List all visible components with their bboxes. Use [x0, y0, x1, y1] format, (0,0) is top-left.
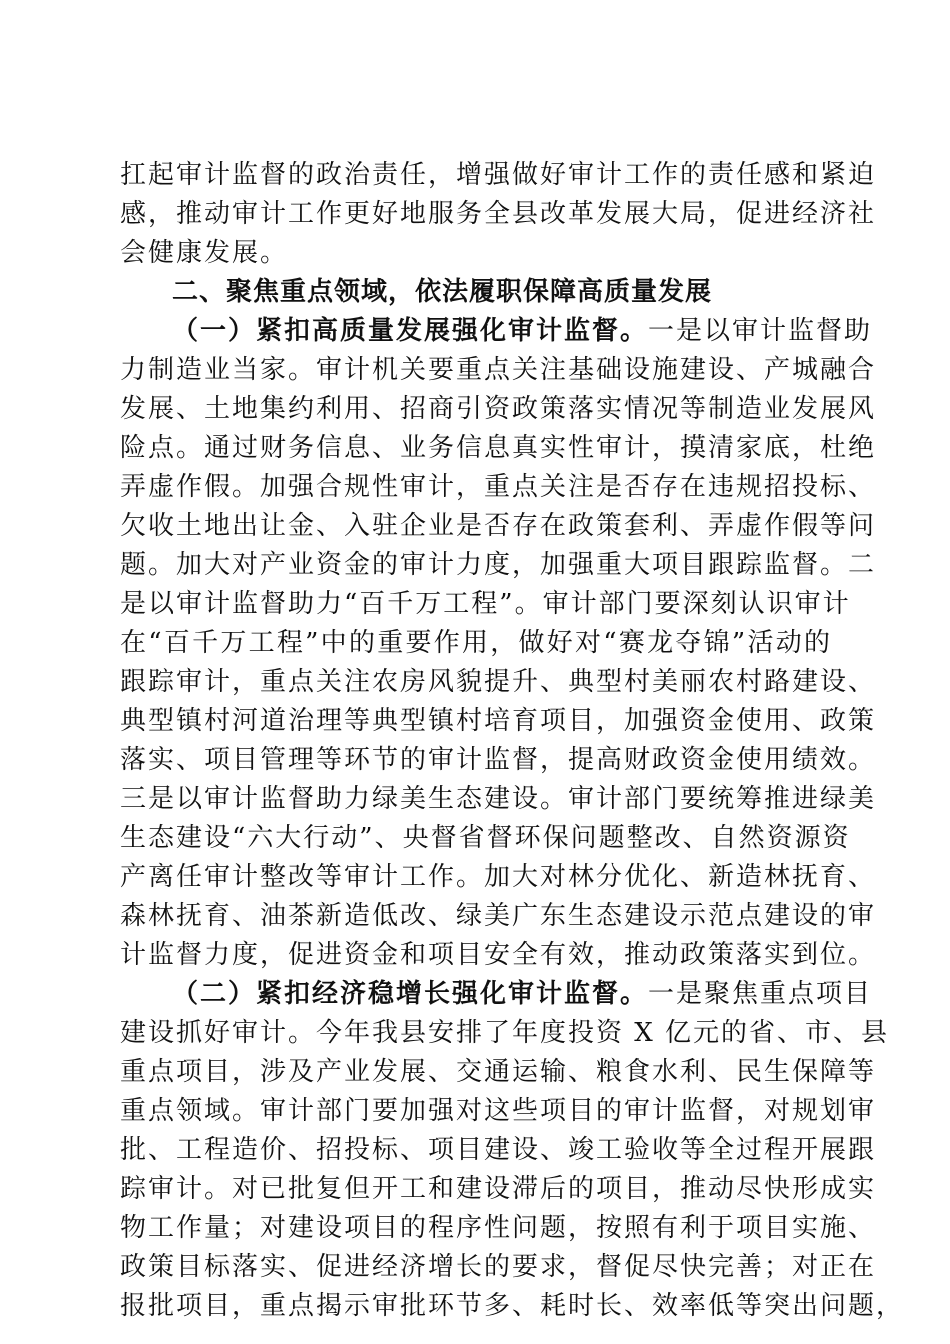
paragraph-line: 报批项目，重点揭示审批环节多、耗时长、效率低等突出问题，: [120, 1291, 905, 1321]
paragraph-line: 三是以审计监督助力绿美生态建设。审计部门要统筹推进绿美: [120, 784, 877, 814]
paragraph-text: 一是以审计监督助: [648, 316, 873, 346]
paragraph-line: 计监督力度，促进资金和项目安全有效，推动政策落实到位。: [120, 940, 877, 970]
paragraph-line: 力制造业当家。审计机关要重点关注基础设施建设、产城融合: [120, 355, 877, 385]
subsection-title: （二）紧扣经济稳增长强化审计监督。: [172, 979, 649, 1009]
paragraph-line: 产离任审计整改等审计工作。加大对林分优化、新造林抚育、: [120, 862, 877, 892]
paragraph-line: 是以审计监督助力“百千万工程”。审计部门要深刻认识审计: [120, 589, 851, 619]
paragraph-line: 重点领域。审计部门要加强对这些项目的审计监督，对规划审: [120, 1096, 877, 1126]
subsection-title: （一）紧扣高质量发展强化审计监督。: [172, 316, 649, 346]
paragraph-line: 扛起审计监督的政治责任，增强做好审计工作的责任感和紧迫: [120, 160, 877, 190]
paragraph-line: 发展、土地集约利用、招商引资政策落实情况等制造业发展风: [120, 394, 877, 424]
paragraph-line: 生态建设“六大行动”、央督省督环保问题整改、自然资源资: [120, 823, 851, 853]
paragraph-line: 落实、项目管理等环节的审计监督，提高财政资金使用绩效。: [120, 745, 877, 775]
paragraph-first-line: [172, 972, 873, 1016]
paragraph-line: 题。加大对产业资金的审计力度，加强重大项目跟踪监督。二: [120, 550, 877, 580]
paragraph-line: 跟踪审计，重点关注农房风貌提升、典型村美丽农村路建设、: [120, 667, 877, 697]
paragraph-text: 一是聚焦重点项目: [648, 979, 873, 1009]
paragraph-line: 弄虚作假。加强合规性审计，重点关注是否存在违规招投标、: [120, 472, 877, 502]
paragraph-line: 批、工程造价、招投标、项目建设、竣工验收等全过程开展跟: [120, 1135, 877, 1165]
paragraph-line: 在“百千万工程”中的重要作用，做好对“赛龙夺锦”活动的: [120, 628, 832, 658]
paragraph-line: 森林抚育、油茶新造低改、绿美广东生态建设示范点建设的审: [120, 901, 877, 931]
paragraph-line: 物工作量；对建设项目的程序性问题，按照有利于项目实施、: [120, 1213, 877, 1243]
paragraph-line: 政策目标落实、促进经济增长的要求，督促尽快完善；对正在: [120, 1252, 877, 1282]
paragraph-line: 会健康发展。: [120, 238, 289, 268]
paragraph-line: 险点。通过财务信息、业务信息真实性审计，摸清家底，杜绝: [120, 433, 877, 463]
paragraph-line: 踪审计。对已批复但开工和建设滞后的项目，推动尽快形成实: [120, 1174, 877, 1204]
paragraph-line: 建设抓好审计。今年我县安排了年度投资 X 亿元的省、市、县: [120, 1018, 890, 1048]
paragraph-line: 感，推动审计工作更好地服务全县改革发展大局，促进经济社: [120, 199, 877, 229]
paragraph-line: 重点项目，涉及产业发展、交通运输、粮食水利、民生保障等: [120, 1057, 877, 1087]
section-heading: 二、聚焦重点领域，依法履职保障高质量发展: [172, 277, 713, 307]
paragraph-line: 典型镇村河道治理等典型镇村培育项目，加强资金使用、政策: [120, 706, 877, 736]
paragraph-first-line: [172, 309, 873, 353]
paragraph-line: 欠收土地出让金、入驻企业是否存在政策套利、弄虚作假等问: [120, 511, 877, 541]
